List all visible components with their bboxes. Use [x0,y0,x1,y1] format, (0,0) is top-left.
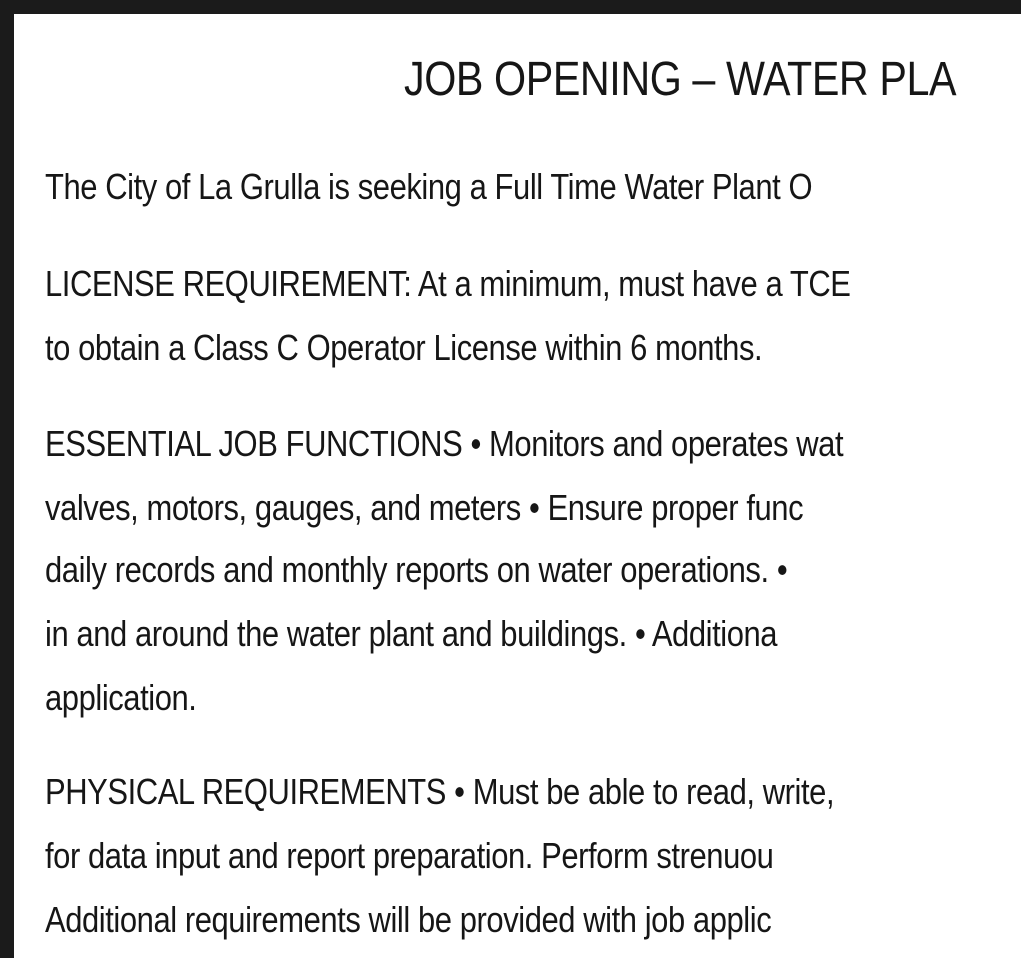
physical-requirements-line-3: Additional requirements will be provided with job applic [45,899,772,940]
intro-paragraph: The City of La Grulla is seeking a Full Time Water Plant O [45,166,813,207]
license-requirement-line-2: to obtain a Class C Operator License within 6 months. [45,327,763,368]
essential-functions-line-1: ESSENTIAL JOB FUNCTIONS • Monitors and operates wat [45,423,844,464]
license-requirement-line-1: LICENSE REQUIREMENT: At a minimum, must have a TCE [45,263,851,304]
essential-functions-line-3: daily records and monthly reports on water operations. • [45,549,788,590]
essential-functions-line-2: valves, motors, gauges, and meters • Ensure proper func [45,487,804,528]
document-title: JOB OPENING – WATER PLA [404,53,957,106]
physical-requirements-line-2: for data input and report preparation. Perform strenuou [45,835,774,876]
essential-functions-line-5: application. [45,677,197,718]
essential-functions-line-4: in and around the water plant and buildings. • Additiona [45,613,778,654]
physical-requirements-line-1: PHYSICAL REQUIREMENTS • Must be able to read, write, [45,771,835,812]
